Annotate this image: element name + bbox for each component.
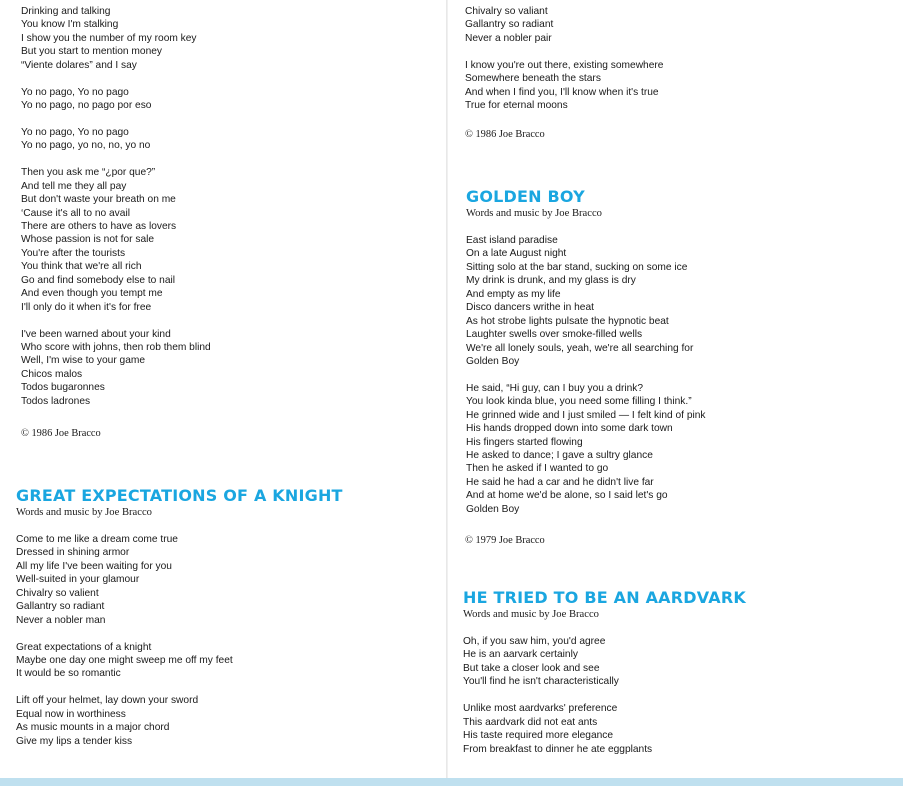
- lyric-line: You'll find he isn't characteristically: [463, 676, 619, 688]
- lyric-line: Yo no pago, Yo no pago: [21, 86, 129, 98]
- right-song2-copyright: © 1986 Joe Bracco: [465, 129, 545, 140]
- song-credit: Words and music by Joe Bracco: [463, 609, 599, 620]
- page-bottom-edge: [0, 778, 903, 786]
- lyric-line: Then he asked if I wanted to go: [466, 463, 609, 475]
- lyric-line: Disco dancers writhe in heat: [466, 302, 594, 314]
- lyric-line: Gallantry so radiant: [465, 19, 554, 31]
- lyric-line: Sitting solo at the bar stand, sucking on some ice: [466, 261, 688, 273]
- lyric-line: As hot strobe lights pulsate the hypnotic beat: [466, 315, 669, 327]
- lyric-line: Then you ask me “¿por que?”: [21, 167, 156, 179]
- song-lyrics: [463, 635, 746, 756]
- song-lyrics: [16, 533, 343, 748]
- lyric-line: It would be so romantic: [16, 668, 121, 680]
- lyric-line: Unlike most aardvarks' preference: [463, 703, 618, 715]
- lyric-line: Laughter swells over smoke-filled wells: [466, 329, 643, 341]
- left-song1-copyright: © 1986 Joe Bracco: [21, 428, 101, 439]
- lyric-line: There are others to have as lovers: [21, 221, 177, 232]
- lyric-line: I've been warned about your kind: [21, 328, 171, 340]
- right-song3: [466, 187, 706, 516]
- lyric-line: He grinned wide and I just smiled — I felt kind of pink: [466, 409, 706, 421]
- lyric-line: But you start to mention money: [21, 46, 162, 58]
- lyric-line: Who score with johns, then rob them blind: [21, 341, 211, 353]
- right-song4: [463, 588, 746, 756]
- lyric-line: And at home we'd be alone, so I said let's go: [466, 490, 668, 502]
- left-song2: [16, 486, 343, 748]
- lyric-line: Great expectations of a knight: [16, 641, 152, 653]
- lyric-line: Gallantry so radiant: [16, 601, 105, 613]
- lyric-line: Never a nobler man: [16, 614, 106, 626]
- lyric-line: Lift off your helmet, lay down your sword: [16, 695, 199, 707]
- lyric-line: But don't waste your breath on me: [21, 194, 176, 206]
- lyric-line: True for eternal moons: [465, 100, 568, 112]
- lyric-line: Chivalry so valient: [16, 587, 99, 599]
- lyric-line: I show you the number of my room key: [21, 32, 197, 44]
- lyric-line: He said, “Hi guy, can I buy you a drink?: [466, 382, 644, 394]
- lyric-line: And even though you tempt me: [21, 288, 163, 300]
- lyric-line: Oh, if you saw him, you'd agree: [463, 636, 606, 647]
- song-title: HE TRIED TO BE AN AARDVARK: [463, 588, 746, 607]
- lyric-line: As music mounts in a major chord: [16, 722, 170, 734]
- lyric-line: You're after the tourists: [21, 247, 126, 259]
- lyric-line: Equal now in worthiness: [16, 708, 126, 720]
- lyric-line: This aardvark did not eat ants: [463, 716, 598, 728]
- lyric-line: Chicos malos: [21, 368, 83, 380]
- lyric-line: His taste required more elegance: [463, 730, 614, 742]
- lyric-line: Come to me like a dream come true: [16, 534, 178, 545]
- lyric-line: You think that we're all rich: [21, 261, 142, 273]
- lyric-line: On a late August night: [466, 248, 567, 260]
- lyric-line: Golden Boy: [466, 503, 520, 515]
- lyric-line: From breakfast to dinner he ate eggplants: [463, 743, 653, 755]
- lyric-line: Yo no pago, no pago por eso: [21, 100, 152, 112]
- lyric-line: Drinking and talking: [21, 6, 111, 17]
- lyric-line: ‘Cause it's all to no avail: [21, 207, 130, 219]
- lyric-line: Golden Boy: [466, 355, 520, 367]
- lyric-line: I'll only do it when it's for free: [21, 301, 152, 313]
- song-credit: Words and music by Joe Bracco: [466, 208, 602, 219]
- lyric-line: Dressed in shining armor: [16, 547, 130, 559]
- lyric-line: Chivalry so valiant: [465, 6, 548, 17]
- lyric-line: Well, I'm wise to your game: [21, 355, 146, 367]
- lyric-line: And empty as my life: [466, 288, 561, 300]
- lyric-line: His hands dropped down into some dark town: [466, 423, 673, 435]
- lyric-line: But take a closer look and see: [463, 662, 600, 674]
- lyric-line: “Viente dolares” and I say: [21, 59, 137, 71]
- right-song2-tail-lyrics: [465, 5, 663, 113]
- lyric-line: My drink is drunk, and my glass is dry: [466, 275, 636, 287]
- lyric-line: Todos bugaronnes: [21, 382, 105, 394]
- song-credit: Words and music by Joe Bracco: [16, 507, 152, 518]
- lyric-line: I know you're out there, existing somewhere: [465, 59, 664, 71]
- lyric-line: Todos ladrones: [21, 395, 91, 407]
- lyric-line: All my life I've been waiting for you: [16, 560, 172, 572]
- lyric-line: We're all lonely souls, yeah, we're all searching for: [466, 342, 694, 354]
- lyric-line: He is an aarvark certainly: [463, 649, 578, 661]
- lyric-line: He asked to dance; I gave a sultry glance: [466, 450, 653, 461]
- left-song1-lyrics: [21, 5, 211, 408]
- lyric-line: Yo no pago, Yo no pago: [21, 126, 129, 138]
- lyric-line: Go and find somebody else to nail: [21, 274, 176, 286]
- lyric-line: Give my lips a tender kiss: [16, 735, 133, 747]
- lyric-line: Somewhere beneath the stars: [465, 73, 601, 85]
- right-song3-copyright: © 1979 Joe Bracco: [465, 535, 545, 546]
- lyric-line: Maybe one day one might sweep me off my feet: [16, 654, 233, 666]
- lyric-line: He said he had a car and he didn't live far: [466, 476, 654, 488]
- song-title: GREAT EXPECTATIONS OF A KNIGHT: [16, 486, 343, 505]
- lyric-line: Yo no pago, yo no, no, yo no: [21, 140, 151, 152]
- lyric-line: East island paradise: [466, 235, 558, 246]
- lyric-line: His fingers started flowing: [466, 436, 583, 448]
- song-title: GOLDEN BOY: [466, 187, 585, 206]
- lyric-line: And when I find you, I'll know when it's true: [465, 86, 659, 98]
- lyric-line: Whose passion is not for sale: [21, 234, 155, 246]
- lyric-line: You look kinda blue, you need some filling I think.”: [466, 396, 692, 408]
- song-lyrics: [466, 234, 706, 516]
- lyric-line: You know I'm stalking: [21, 19, 119, 31]
- page-fold: [446, 0, 448, 786]
- lyric-line: Well-suited in your glamour: [16, 574, 140, 586]
- lyric-line: Never a nobler pair: [465, 32, 552, 44]
- lyric-line: And tell me they all pay: [21, 180, 127, 192]
